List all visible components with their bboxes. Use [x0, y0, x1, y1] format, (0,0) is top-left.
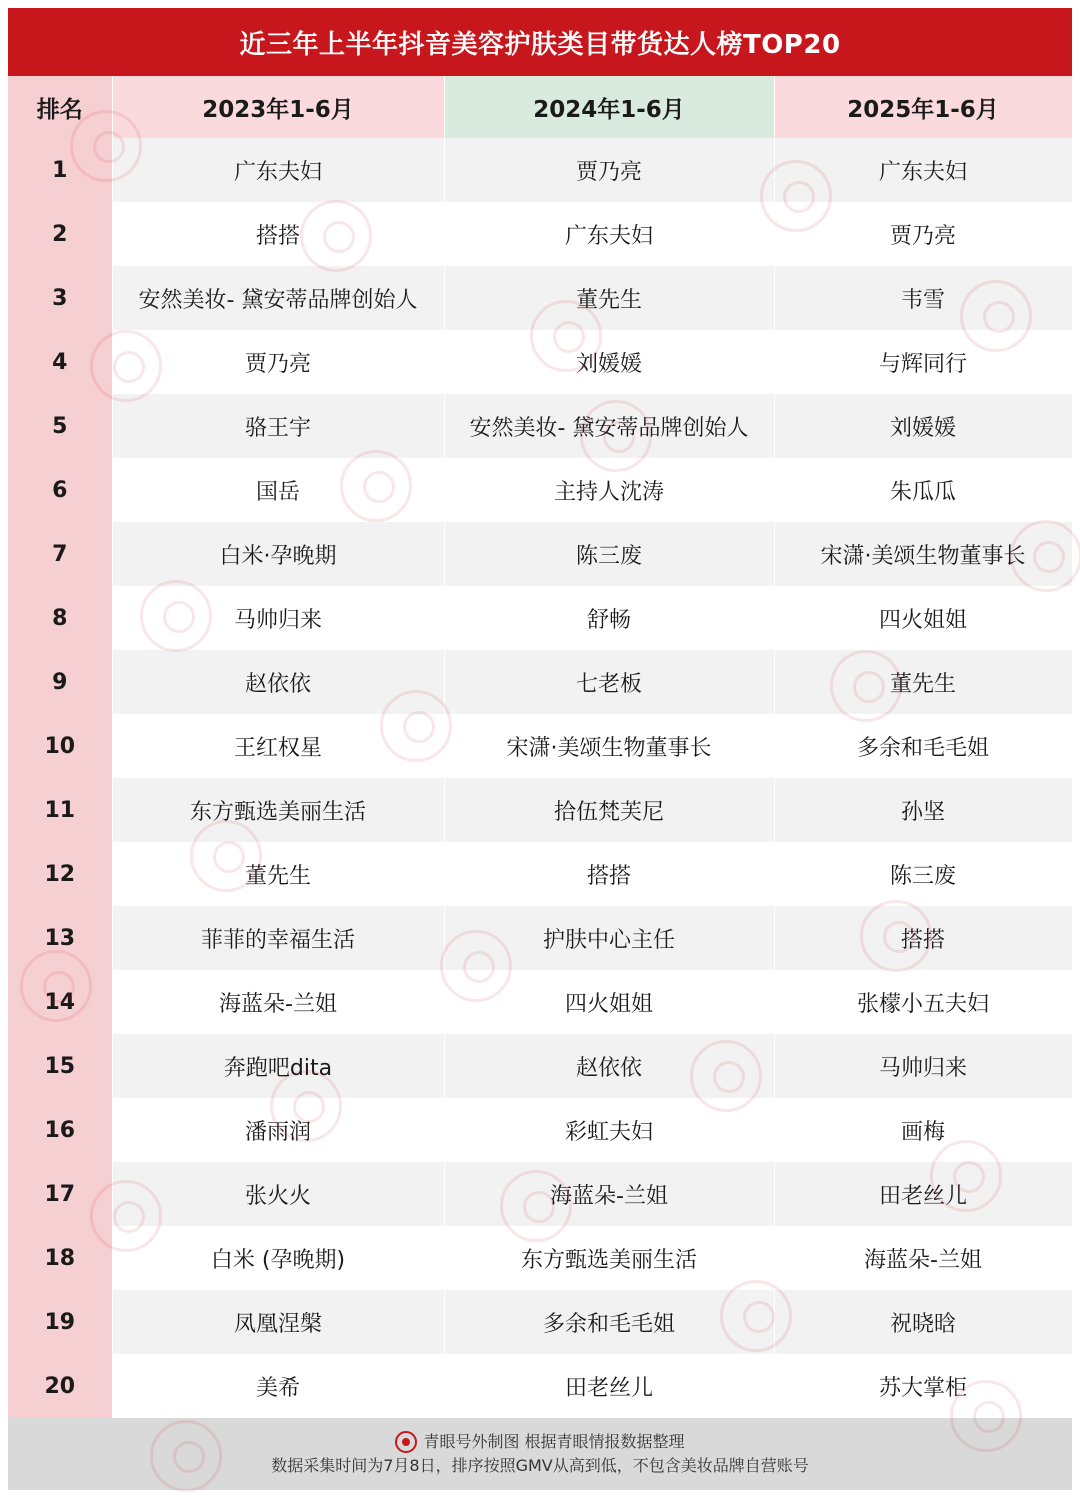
table-row	[8, 394, 1072, 458]
rank-cell: 2	[8, 202, 112, 266]
cell-2023: 美希	[112, 1354, 444, 1418]
cell-2025: 朱瓜瓜	[774, 458, 1072, 522]
cell-2025: 祝晓晗	[774, 1290, 1072, 1354]
cell-2023: 白米·孕晚期	[112, 522, 444, 586]
rank-cell: 8	[8, 586, 112, 650]
rank-cell: 9	[8, 650, 112, 714]
footer-source-line	[395, 1430, 684, 1454]
table-row	[8, 1034, 1072, 1098]
cell-2023: 东方甄选美丽生活	[112, 778, 444, 842]
cell-2024: 田老丝儿	[444, 1354, 774, 1418]
table-row	[8, 1098, 1072, 1162]
cell-2024: 护肤中心主任	[444, 906, 774, 970]
rank-cell: 19	[8, 1290, 112, 1354]
cell-2024: 宋潇·美颂生物董事长	[444, 714, 774, 778]
rank-cell: 5	[8, 394, 112, 458]
header-2023: 2023年1-6月	[112, 76, 444, 138]
cell-2024: 安然美妆- 黛安蒂品牌创始人	[444, 394, 774, 458]
cell-2024: 搭搭	[444, 842, 774, 906]
cell-2024: 多余和毛毛姐	[444, 1290, 774, 1354]
table-row	[8, 586, 1072, 650]
footer-source-text: 青眼号外制图 根据青眼情报数据整理	[423, 1432, 685, 1451]
table-row	[8, 138, 1072, 202]
cell-2024: 海蓝朵-兰姐	[444, 1162, 774, 1226]
cell-2023: 安然美妆- 黛安蒂品牌创始人	[112, 266, 444, 330]
cell-2025: 海蓝朵-兰姐	[774, 1226, 1072, 1290]
ranking-table-card	[8, 8, 1072, 1496]
table-row	[8, 330, 1072, 394]
rank-cell: 3	[8, 266, 112, 330]
cell-2025: 广东夫妇	[774, 138, 1072, 202]
header-rank: 排名	[8, 76, 112, 138]
table-row	[8, 202, 1072, 266]
cell-2025: 陈三废	[774, 842, 1072, 906]
cell-2024: 东方甄选美丽生活	[444, 1226, 774, 1290]
cell-2025: 韦雪	[774, 266, 1072, 330]
cell-2023: 马帅归来	[112, 586, 444, 650]
rank-cell: 1	[8, 138, 112, 202]
table-row	[8, 650, 1072, 714]
table-row	[8, 778, 1072, 842]
cell-2025: 马帅归来	[774, 1034, 1072, 1098]
cell-2023: 王红权星	[112, 714, 444, 778]
cell-2025: 孙坚	[774, 778, 1072, 842]
cell-2023: 广东夫妇	[112, 138, 444, 202]
table-row	[8, 266, 1072, 330]
table-row	[8, 970, 1072, 1034]
cell-2025: 画梅	[774, 1098, 1072, 1162]
header-2025: 2025年1-6月	[774, 76, 1072, 138]
cell-2023: 白米 (孕晚期)	[112, 1226, 444, 1290]
rank-cell: 15	[8, 1034, 112, 1098]
rank-cell: 12	[8, 842, 112, 906]
footer-note	[8, 1418, 1072, 1490]
cell-2024: 赵依依	[444, 1034, 774, 1098]
cell-2023: 菲菲的幸福生活	[112, 906, 444, 970]
cell-2025: 董先生	[774, 650, 1072, 714]
rank-cell: 10	[8, 714, 112, 778]
cell-2023: 张火火	[112, 1162, 444, 1226]
cell-2024: 刘媛媛	[444, 330, 774, 394]
cell-2025: 搭搭	[774, 906, 1072, 970]
ranking-table	[8, 76, 1073, 1418]
cell-2025: 刘媛媛	[774, 394, 1072, 458]
table-row	[8, 522, 1072, 586]
cell-2023: 贾乃亮	[112, 330, 444, 394]
cell-2023: 国岳	[112, 458, 444, 522]
rank-cell: 17	[8, 1162, 112, 1226]
header-2024: 2024年1-6月	[444, 76, 774, 138]
cell-2024: 董先生	[444, 266, 774, 330]
rank-cell: 14	[8, 970, 112, 1034]
cell-2025: 四火姐姐	[774, 586, 1072, 650]
rank-cell: 6	[8, 458, 112, 522]
table-body	[8, 138, 1072, 1418]
rank-cell: 18	[8, 1226, 112, 1290]
table-row	[8, 1226, 1072, 1290]
cell-2024: 主持人沈涛	[444, 458, 774, 522]
rank-cell: 13	[8, 906, 112, 970]
cell-2025: 宋潇·美颂生物董事长	[774, 522, 1072, 586]
cell-2024: 贾乃亮	[444, 138, 774, 202]
rank-cell: 4	[8, 330, 112, 394]
cell-2023: 赵依依	[112, 650, 444, 714]
cell-2024: 舒畅	[444, 586, 774, 650]
table-row	[8, 458, 1072, 522]
rank-cell: 20	[8, 1354, 112, 1418]
cell-2024: 七老板	[444, 650, 774, 714]
cell-2024: 四火姐姐	[444, 970, 774, 1034]
cell-2023: 奔跑吧dita	[112, 1034, 444, 1098]
table-row	[8, 842, 1072, 906]
cell-2025: 与辉同行	[774, 330, 1072, 394]
cell-2023: 董先生	[112, 842, 444, 906]
cell-2023: 潘雨润	[112, 1098, 444, 1162]
cell-2025: 多余和毛毛姐	[774, 714, 1072, 778]
rank-cell: 16	[8, 1098, 112, 1162]
cell-2024: 陈三废	[444, 522, 774, 586]
table-row	[8, 1354, 1072, 1418]
table-row	[8, 1290, 1072, 1354]
cell-2023: 凤凰涅槃	[112, 1290, 444, 1354]
cell-2025: 贾乃亮	[774, 202, 1072, 266]
cell-2025: 张檬小五夫妇	[774, 970, 1072, 1034]
rank-cell: 11	[8, 778, 112, 842]
table-row	[8, 906, 1072, 970]
qingyan-logo-icon	[395, 1431, 417, 1453]
cell-2024: 拾伍梵芙尼	[444, 778, 774, 842]
cell-2024: 彩虹夫妇	[444, 1098, 774, 1162]
header-row	[8, 76, 1072, 138]
cell-2023: 骆王宇	[112, 394, 444, 458]
footer-collection-note: 数据采集时间为7月8日，排序按照GMV从高到低，不包含美妆品牌自营账号	[271, 1456, 809, 1475]
cell-2025: 苏大掌柜	[774, 1354, 1072, 1418]
table-title: 近三年上半年抖音美容护肤类目带货达人榜TOP20	[8, 8, 1072, 76]
table-row	[8, 1162, 1072, 1226]
cell-2024: 广东夫妇	[444, 202, 774, 266]
cell-2023: 搭搭	[112, 202, 444, 266]
cell-2025: 田老丝儿	[774, 1162, 1072, 1226]
table-row	[8, 714, 1072, 778]
cell-2023: 海蓝朵-兰姐	[112, 970, 444, 1034]
rank-cell: 7	[8, 522, 112, 586]
